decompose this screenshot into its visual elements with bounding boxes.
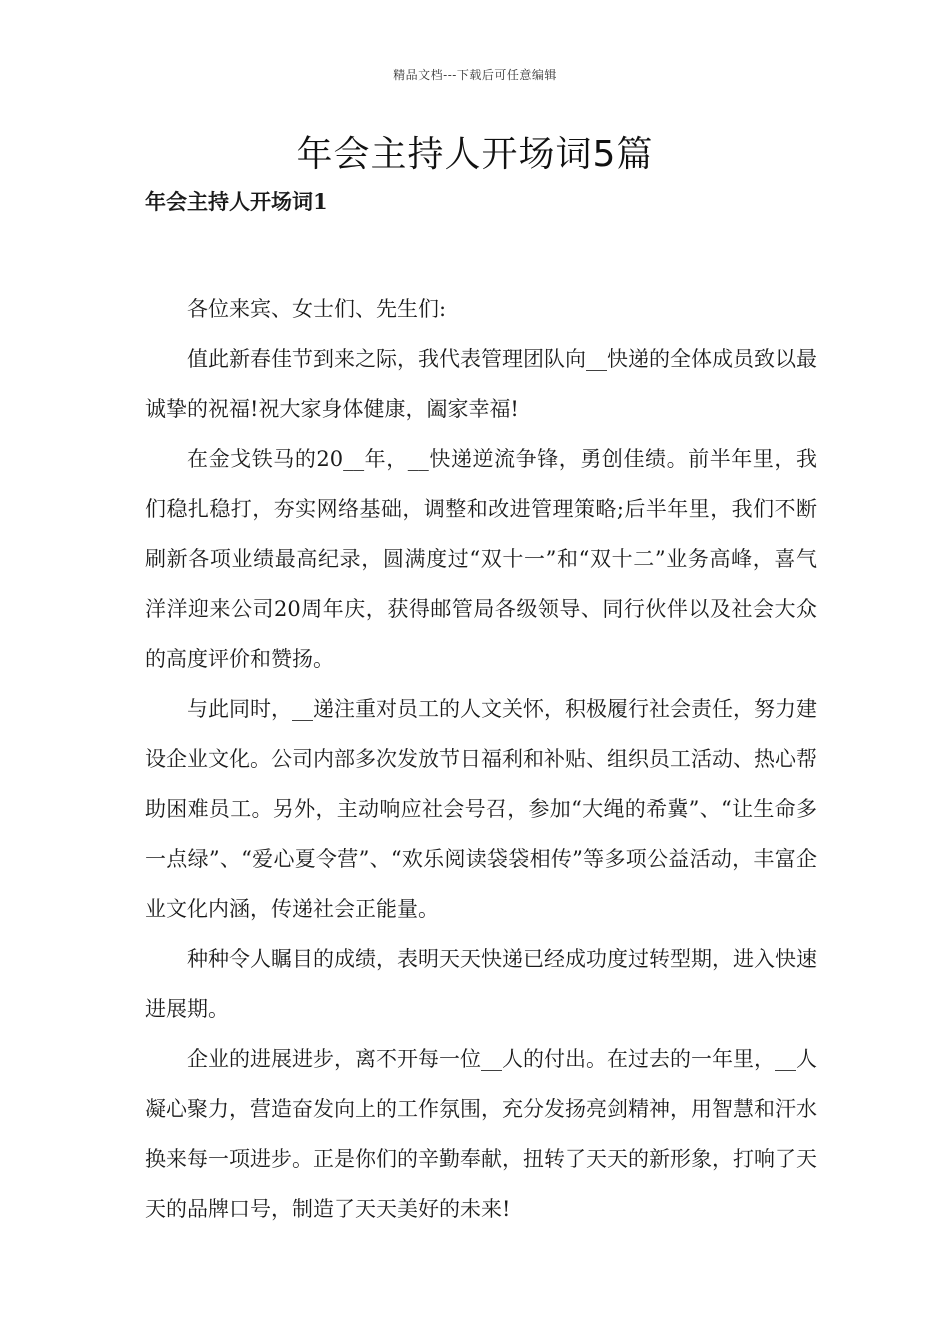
page-title: 年会主持人开场词5篇 [296, 134, 654, 175]
paragraph: 在金戈铁马的20__年，__快递逆流争锋，勇创佳绩。前半年里，我们稳扎稳打，夯实网络基础，调整和改进管理策略;后半年里，我们不断刷新各项业绩最高纪录，圆满度过“双十一”和“双十二”业务高峰，喜气洋洋迎来公司20周年庆，获得邮管局各级领导、同行伙伴以及社会大众的高度评价和赞扬。 [145, 447, 817, 671]
paragraph: 与此同时，__递注重对员工的人文关怀，积极履行社会责任，努力建设企业文化。公司内部多次发放节日福利和补贴、组织员工活动、热心帮助困难员工。另外，主动响应社会号召，参加“大绳的希冀”、“让生命多一点绿”、“爱心夏令营”、“欢乐阅读袋袋相传”等多项公益活动，丰富企业文化内涵，传递社会正能量。 [145, 697, 817, 921]
section-heading: 年会主持人开场词1 [145, 189, 328, 214]
paragraph: 种种令人瞩目的成绩，表明天天快递已经成功度过转型期，进入快速进展期。 [145, 947, 817, 1021]
header-note: 精品文档---下载后可任意编辑 [393, 68, 557, 82]
document-body [145, 284, 817, 1234]
paragraph: 企业的进展进步，离不开每一位__人的付出。在过去的一年里，__人凝心聚力，营造奋发向上的工作氛围，充分发扬亮剑精神，用智慧和汗水换来每一项进步。正是你们的辛勤奉献，扭转了天天的新形象，打响了天天的品牌口号，制造了天天美好的未来! [145, 1047, 817, 1221]
paragraph: 值此新春佳节到来之际，我代表管理团队向__快递的全体成员致以最诚挚的祝福!祝大家身体健康，阖家幸福! [145, 347, 817, 421]
paragraph-greeting: 各位来宾、女士们、先生们: [187, 297, 447, 321]
